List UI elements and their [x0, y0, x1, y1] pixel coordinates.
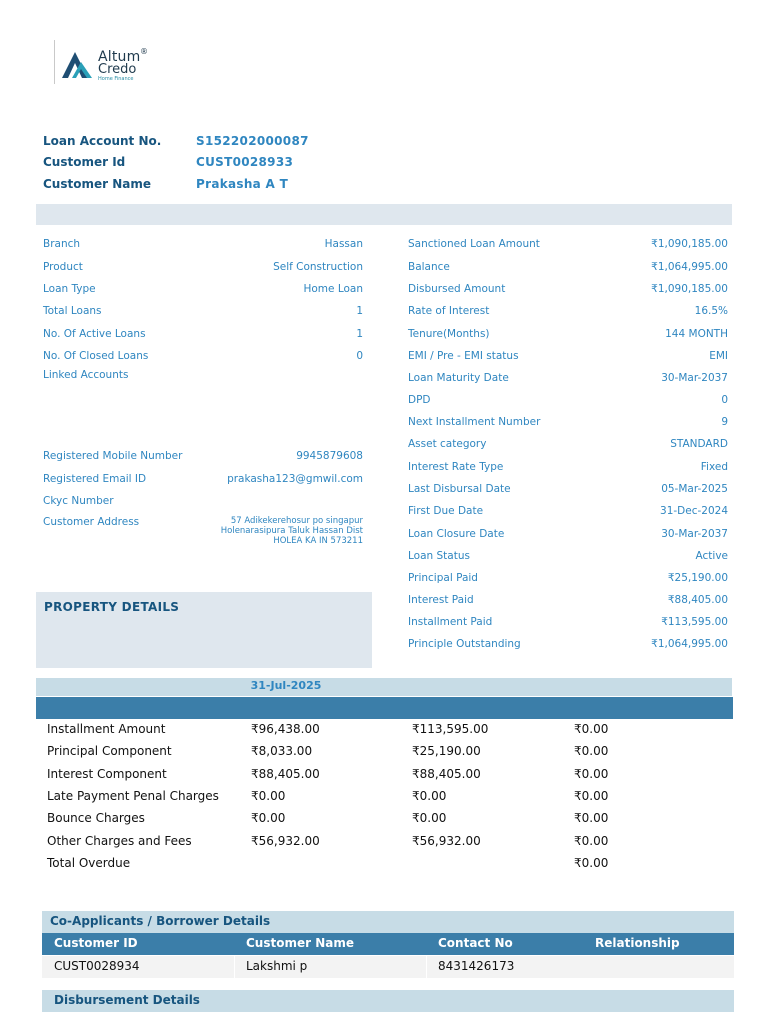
detail-label: Branch	[43, 238, 81, 250]
loan-detail-label: First Due Date	[408, 505, 484, 517]
overdue-cell: ₹0.00	[574, 789, 609, 803]
loan-detail-label: Disbursed Amount	[408, 283, 506, 295]
overdue-row-label: Installment Amount	[47, 722, 166, 736]
customer-address	[221, 516, 363, 546]
loan-detail-value: ₹1,064,995.00	[651, 261, 728, 273]
detail-label: Linked Accounts	[43, 369, 129, 381]
customer-name-value: Prakasha A T	[196, 177, 289, 191]
loan-detail-value: 9	[721, 416, 728, 428]
detail-value: 1	[356, 328, 363, 340]
detail-value: Hassan	[324, 238, 363, 250]
brand-name-line2: Credo	[98, 62, 137, 77]
overdue-cell: ₹96,438.00	[251, 722, 320, 736]
contact-label: Customer Address	[43, 516, 140, 528]
overdue-cell: ₹88,405.00	[412, 767, 481, 781]
detail-label: Total Loans	[43, 305, 102, 317]
customer-name-label: Customer Name	[43, 177, 151, 191]
customer-id-label: Customer Id	[43, 155, 126, 169]
loan-detail-label: Loan Maturity Date	[408, 372, 509, 384]
loan-detail-label: Balance	[408, 261, 450, 273]
overdue-date: 31-Jul-2025	[250, 679, 322, 692]
column-header-contact-no: Contact No	[438, 936, 513, 950]
loan-detail-label: Loan Status	[408, 550, 470, 562]
overdue-cell: ₹113,595.00	[412, 722, 489, 736]
loan-detail-value: ₹88,405.00	[667, 594, 728, 606]
mobile-number-value: 9945879608	[296, 450, 363, 462]
loan-detail-label: EMI / Pre - EMI status	[408, 350, 519, 362]
loan-detail-label: Sanctioned Loan Amount	[408, 238, 540, 250]
brand-name-line1: Altum	[98, 49, 141, 65]
disbursement-title: Disbursement Details	[54, 993, 200, 1007]
loan-detail-label: DPD	[408, 394, 431, 406]
loan-detail-value: 144 MONTH	[665, 328, 728, 340]
overdue-row-label: Bounce Charges	[47, 811, 145, 825]
loan-detail-value: 31-Dec-2024	[660, 505, 728, 517]
coapplicants-title: Co-Applicants / Borrower Details	[50, 914, 271, 928]
column-header-relationship: Relationship	[595, 936, 680, 950]
address-line: 57 Adikekerehosur po singapur	[230, 516, 363, 526]
loan-detail-value: ₹1,090,185.00	[651, 283, 728, 295]
table-row	[42, 956, 734, 978]
customer-id-value: CUST0028933	[196, 155, 294, 169]
loan-detail-label: Principal Paid	[408, 572, 478, 584]
contact-label: Registered Mobile Number	[43, 450, 183, 462]
section-divider-band	[36, 204, 732, 225]
overdue-cell: ₹0.00	[251, 789, 286, 803]
loan-detail-label: Installment Paid	[408, 616, 493, 628]
overdue-cell: ₹0.00	[412, 789, 447, 803]
loan-detail-value: 16.5%	[694, 305, 728, 317]
brand-registered-mark: ®	[140, 47, 148, 56]
address-line: HOLEA KA IN 573211	[273, 536, 363, 546]
column-header-customer-id: Customer ID	[54, 936, 138, 950]
loan-detail-label: Loan Closure Date	[408, 528, 505, 540]
loan-detail-value: EMI	[709, 350, 728, 362]
loan-detail-label: Asset category	[408, 438, 487, 450]
loan-account-label: Loan Account No.	[43, 134, 162, 148]
loan-detail-value: ₹1,064,995.00	[651, 638, 728, 650]
overdue-cell: ₹0.00	[574, 744, 609, 758]
coapplicant-customer-id: CUST0028934	[54, 959, 140, 973]
logo-divider	[54, 40, 55, 84]
overdue-cell: ₹56,932.00	[251, 834, 320, 848]
column-header-customer-name: Customer Name	[246, 936, 354, 950]
loan-detail-value: ₹113,595.00	[661, 616, 728, 628]
overdue-row-label: Interest Component	[47, 767, 167, 781]
loan-detail-label: Interest Paid	[408, 594, 474, 606]
detail-label: No. Of Active Loans	[43, 328, 146, 340]
loan-detail-label: Interest Rate Type	[408, 461, 504, 473]
overdue-cell: ₹0.00	[412, 811, 447, 825]
cell-divider	[234, 956, 235, 978]
contact-label: Registered Email ID	[43, 473, 147, 485]
overdue-cell: ₹88,405.00	[251, 767, 320, 781]
loan-detail-value: Fixed	[700, 461, 728, 473]
loan-detail-label: Rate of Interest	[408, 305, 490, 317]
overdue-cell: ₹0.00	[251, 811, 286, 825]
detail-label: Product	[43, 261, 83, 273]
address-line: Holenarasipura Taluk Hassan Dist	[220, 526, 363, 536]
loan-detail-value: ₹25,190.00	[667, 572, 728, 584]
loan-detail-value: 30-Mar-2037	[661, 528, 728, 540]
detail-value: 1	[356, 305, 363, 317]
loan-detail-label: Principle Outstanding	[408, 638, 521, 650]
overdue-header-band	[36, 697, 733, 719]
overdue-cell: ₹56,932.00	[412, 834, 481, 848]
overdue-row-label: Late Payment Penal Charges	[47, 789, 219, 803]
overdue-cell: ₹25,190.00	[412, 744, 481, 758]
overdue-row-label: Total Overdue	[47, 856, 131, 870]
coapplicant-contact: 8431426173	[438, 959, 515, 973]
detail-label: Loan Type	[43, 283, 96, 295]
overdue-cell: ₹0.00	[574, 767, 609, 781]
loan-detail-value: STANDARD	[670, 438, 728, 450]
loan-account-value: S152202000087	[196, 134, 309, 148]
overdue-cell: ₹0.00	[574, 811, 609, 825]
loan-detail-value: ₹1,090,185.00	[651, 238, 728, 250]
detail-value: Self Construction	[273, 261, 363, 273]
detail-value: Home Loan	[303, 283, 363, 295]
brand-tagline: Home Finance	[98, 76, 134, 82]
loan-status-value: Active	[695, 550, 728, 562]
email-value: prakasha123@gmwil.com	[227, 473, 363, 485]
overdue-cell: ₹0.00	[574, 722, 609, 736]
detail-label: No. Of Closed Loans	[43, 350, 149, 362]
overdue-cell: ₹0.00	[574, 834, 609, 848]
altum-credo-logo-icon	[60, 48, 94, 80]
total-overdue-value: ₹0.00	[574, 856, 609, 870]
coapplicant-name: Lakshmi p	[246, 959, 308, 973]
overdue-cell: ₹8,033.00	[251, 744, 313, 758]
loan-detail-value: 30-Mar-2037	[661, 372, 728, 384]
overdue-row-label: Principal Component	[47, 744, 172, 758]
overdue-row-label: Other Charges and Fees	[47, 834, 192, 848]
contact-label: Ckyc Number	[43, 495, 114, 507]
detail-value: 0	[356, 350, 363, 362]
loan-detail-label: Tenure(Months)	[408, 328, 490, 340]
loan-detail-value: 0	[721, 394, 728, 406]
loan-detail-value: 05-Mar-2025	[661, 483, 728, 495]
loan-detail-label: Last Disbursal Date	[408, 483, 511, 495]
cell-divider	[426, 956, 427, 978]
property-details-title: PROPERTY DETAILS	[44, 600, 180, 614]
loan-detail-label: Next Installment Number	[408, 416, 541, 428]
